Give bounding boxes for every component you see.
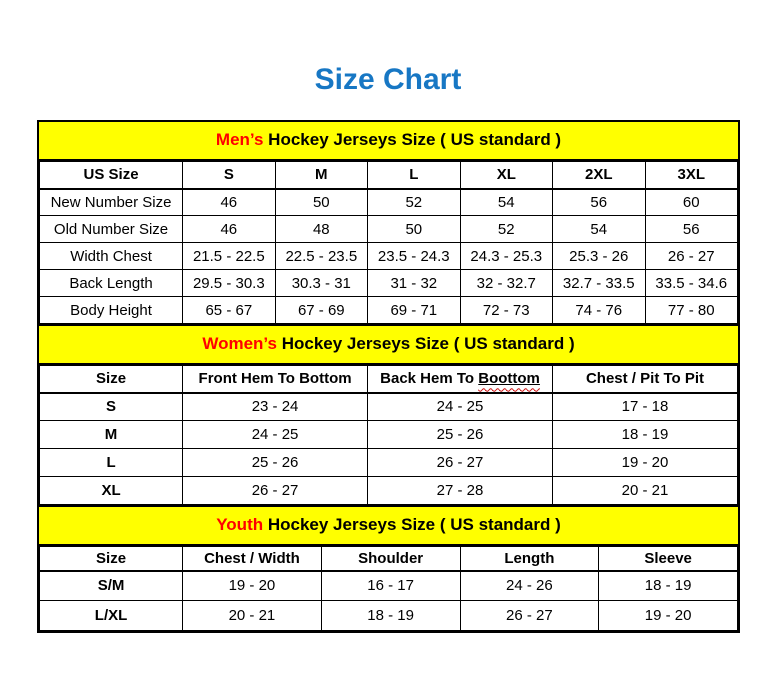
cell: 50 [368, 216, 460, 243]
cell: 72 - 73 [460, 297, 552, 324]
column-header: Shoulder [321, 547, 460, 571]
cell: 74 - 76 [553, 297, 645, 324]
cell: 26 - 27 [460, 601, 599, 631]
table-row [40, 297, 738, 324]
size-chart-container [37, 120, 740, 633]
column-header: 2XL [553, 162, 645, 189]
cell: 26 - 27 [183, 477, 368, 505]
womens-size-table [39, 365, 738, 505]
cell: 19 - 20 [183, 571, 322, 601]
column-header: Front Hem To Bottom [183, 366, 368, 393]
youth-section-title: Hockey Jerseys Size ( US standard ) [263, 515, 561, 534]
row-label: M [40, 421, 183, 449]
cell: 26 - 27 [368, 449, 553, 477]
column-header: Chest / Width [183, 547, 322, 571]
cell: 52 [368, 189, 460, 216]
row-label: S/M [40, 571, 183, 601]
mens-section-title: Hockey Jerseys Size ( US standard ) [263, 130, 562, 149]
table-row [40, 571, 738, 601]
cell: 52 [460, 216, 552, 243]
cell: 18 - 19 [599, 571, 738, 601]
cell: 50 [275, 189, 367, 216]
cell: 46 [183, 216, 275, 243]
cell: 22.5 - 23.5 [275, 243, 367, 270]
cell: 19 - 20 [599, 601, 738, 631]
column-header: Length [460, 547, 599, 571]
row-label: Body Height [40, 297, 183, 324]
table-row [40, 270, 738, 297]
column-header-text: Back Hem To [380, 370, 479, 388]
column-header: 3XL [645, 162, 738, 189]
cell: 25 - 26 [368, 421, 553, 449]
table-row [40, 477, 738, 505]
youth-size-table [39, 546, 738, 631]
column-header [368, 366, 553, 393]
cell: 67 - 69 [275, 297, 367, 324]
womens-section-highlight: Women’s [202, 334, 277, 353]
youth-section-header [39, 505, 738, 546]
cell: 48 [275, 216, 367, 243]
table-header-row [40, 366, 738, 393]
table-row [40, 421, 738, 449]
row-label: S [40, 393, 183, 421]
cell: 18 - 19 [321, 601, 460, 631]
column-header: Size [40, 366, 183, 393]
cell: 23 - 24 [183, 393, 368, 421]
row-label: L [40, 449, 183, 477]
cell: 32 - 32.7 [460, 270, 552, 297]
womens-section-header [39, 324, 738, 365]
row-label: XL [40, 477, 183, 505]
cell: 26 - 27 [645, 243, 738, 270]
cell: 17 - 18 [553, 393, 738, 421]
cell: 69 - 71 [368, 297, 460, 324]
cell: 56 [645, 216, 738, 243]
table-header-row [40, 547, 738, 571]
column-header: M [275, 162, 367, 189]
column-header: XL [460, 162, 552, 189]
column-header: Chest / Pit To Pit [553, 366, 738, 393]
cell: 21.5 - 22.5 [183, 243, 275, 270]
column-header: L [368, 162, 460, 189]
cell: 19 - 20 [553, 449, 738, 477]
cell: 56 [553, 189, 645, 216]
cell: 77 - 80 [645, 297, 738, 324]
column-header: US Size [40, 162, 183, 189]
column-header: Size [40, 547, 183, 571]
cell: 24 - 25 [183, 421, 368, 449]
row-label: L/XL [40, 601, 183, 631]
misspelled-word: Boottom [478, 370, 540, 388]
mens-section-header [39, 122, 738, 161]
row-label: New Number Size [40, 189, 183, 216]
cell: 24 - 26 [460, 571, 599, 601]
cell: 54 [553, 216, 645, 243]
cell: 25.3 - 26 [553, 243, 645, 270]
column-header: S [183, 162, 275, 189]
table-row [40, 189, 738, 216]
cell: 25 - 26 [183, 449, 368, 477]
table-header-row [40, 162, 738, 189]
cell: 60 [645, 189, 738, 216]
mens-size-table [39, 161, 738, 324]
row-label: Back Length [40, 270, 183, 297]
cell: 29.5 - 30.3 [183, 270, 275, 297]
cell: 46 [183, 189, 275, 216]
cell: 33.5 - 34.6 [645, 270, 738, 297]
cell: 24.3 - 25.3 [460, 243, 552, 270]
row-label: Width Chest [40, 243, 183, 270]
cell: 20 - 21 [553, 477, 738, 505]
cell: 30.3 - 31 [275, 270, 367, 297]
mens-section-highlight: Men’s [215, 130, 264, 149]
column-header: Sleeve [599, 547, 738, 571]
womens-section-title: Hockey Jerseys Size ( US standard ) [276, 334, 575, 353]
cell: 54 [460, 189, 552, 216]
table-row [40, 243, 738, 270]
cell: 23.5 - 24.3 [368, 243, 460, 270]
cell: 65 - 67 [183, 297, 275, 324]
row-label: Old Number Size [40, 216, 183, 243]
cell: 16 - 17 [321, 571, 460, 601]
cell: 24 - 25 [368, 393, 553, 421]
cell: 31 - 32 [368, 270, 460, 297]
table-row [40, 449, 738, 477]
cell: 20 - 21 [183, 601, 322, 631]
cell: 27 - 28 [368, 477, 553, 505]
youth-section-highlight: Youth [216, 515, 264, 534]
cell: 32.7 - 33.5 [553, 270, 645, 297]
table-row [40, 601, 738, 631]
table-row [40, 393, 738, 421]
page-title: Size Chart [314, 63, 462, 96]
table-row [40, 216, 738, 243]
cell: 18 - 19 [553, 421, 738, 449]
